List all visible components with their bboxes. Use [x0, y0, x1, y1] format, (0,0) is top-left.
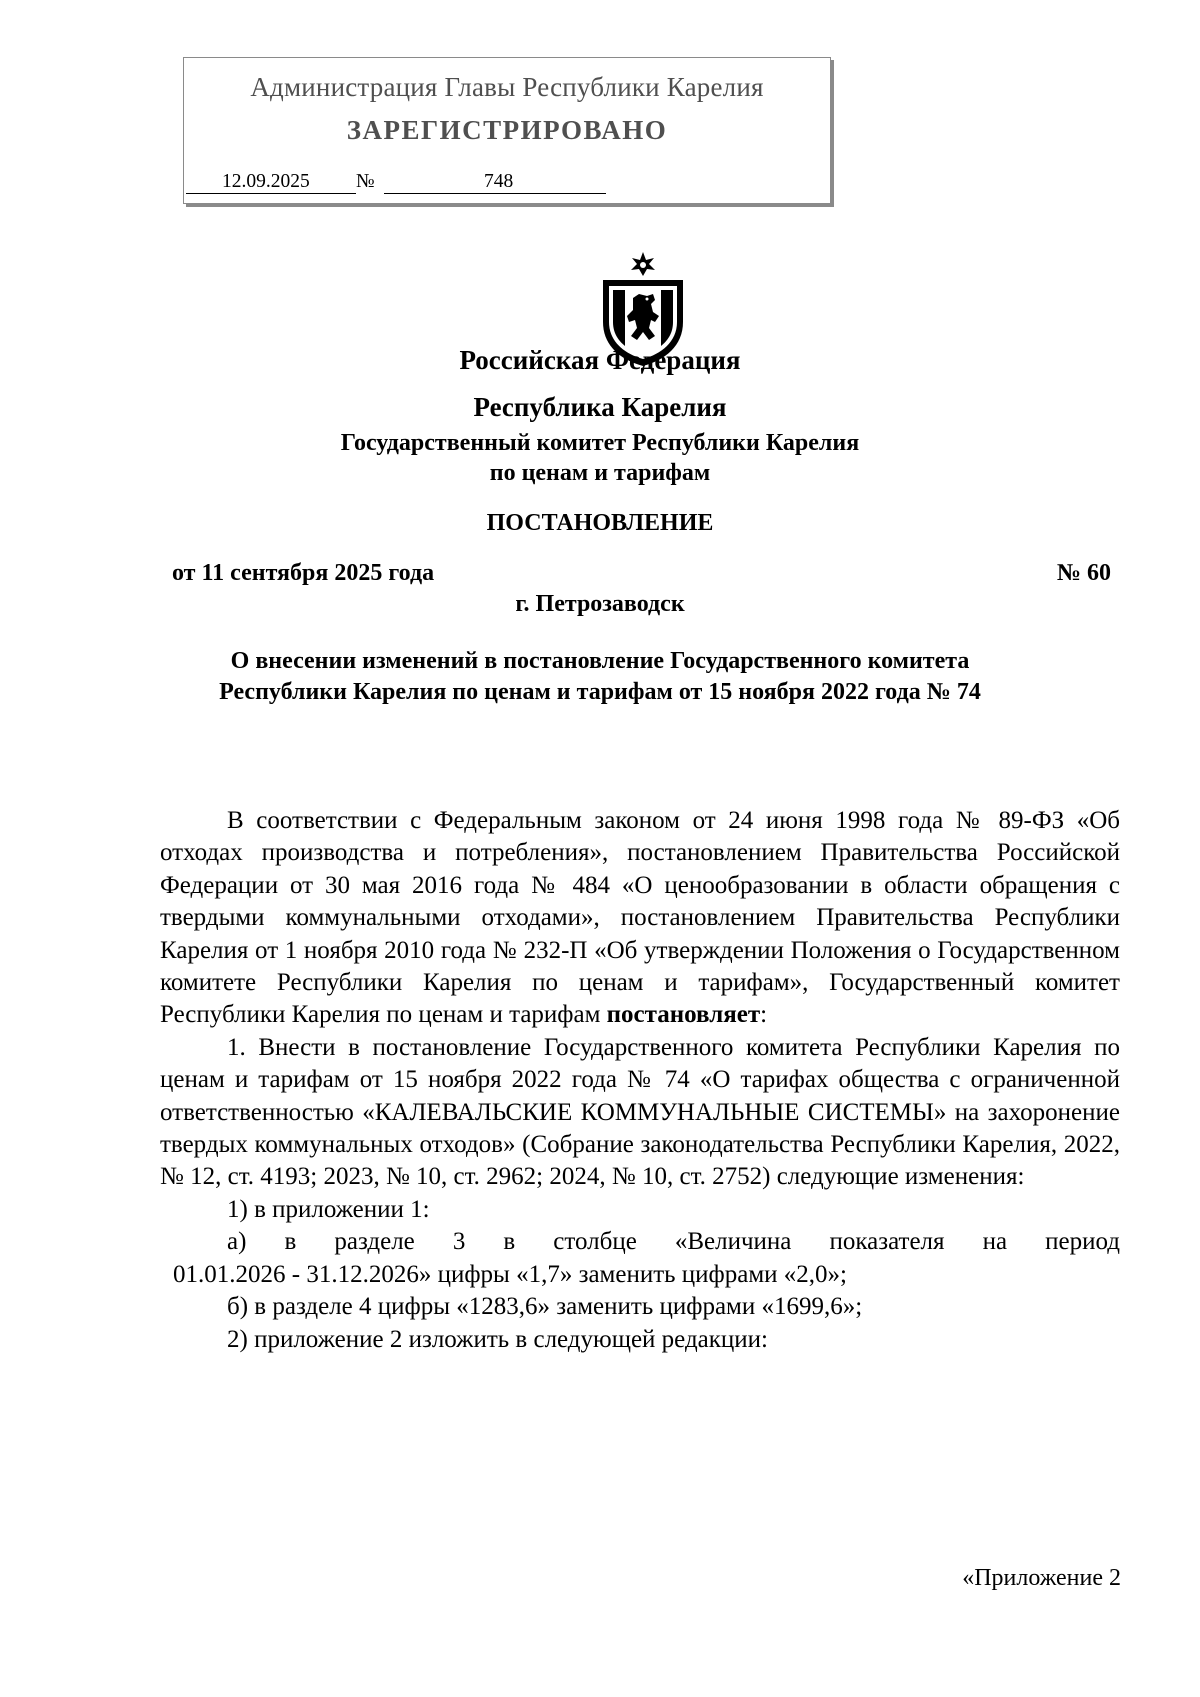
document-number: № 60 — [1056, 560, 1111, 586]
preamble-text: В соответствии с Федеральным законом от 24 июня 1998 года № 89-ФЗ «Об отходах производства и потребления», постановлением Правительства Российской Федерации от 30 мая 2016 года № 484 «О ценообразовании в области обращения с твердыми коммунальными отходами», постановлением Правительства Республики Карелия от 1 ноября 2010 года № 232-П «Об утверждении Положения о Государственном комитете Республики Карелия по ценам и тарифам», Государственный комитет Республики Карелия по ценам и тарифам — [160, 807, 1120, 1029]
preamble-paragraph — [160, 805, 1120, 1032]
preamble-end: : — [760, 1001, 768, 1029]
item-1: 1. Внести в постановление Государственного комитета Республики Карелия по ценам и тарифам от 15 ноября 2022 года № 74 «О тарифах общества с ограниченной ответственностью «КАЛЕВАЛЬСКИЕ КОММУНАЛЬНЫЕ СИСТЕМЫ» на захоронение твердых коммунальных отходов» (Собрание законодательства Республики Карелия, 2022, № 12, ст. 4193; 2023, № 10, ст. 2962; 2024, № 10, ст. 2752) следующие изменения: — [160, 1033, 1120, 1191]
document-date: от 11 сентября 2025 года — [172, 560, 435, 586]
item-1-1: 1) в приложении 1: — [227, 1195, 430, 1223]
republic-heading: Республика Карелия — [473, 392, 727, 422]
registration-date: 12.09.2025 — [186, 171, 356, 194]
committee-heading-line2: по ценам и тарифам — [489, 460, 711, 486]
item-1-2: 2) приложение 2 изложить в следующей редакции: — [227, 1325, 768, 1353]
registration-number-sign: № — [356, 171, 375, 192]
registration-number: 748 — [384, 171, 606, 194]
item-1-1-a-line1: а) в разделе 3 в столбце «Величина показателя на период — [227, 1228, 1120, 1256]
document-city: г. Петрозаводск — [515, 591, 685, 617]
document-title-line2: Республики Карелия по ценам и тарифам от 15 ноября 2022 года № 74 — [219, 679, 981, 705]
committee-heading-line1: Государственный комитет Республики Карелия — [340, 430, 860, 456]
stamp-organization: Администрация Главы Республики Карелия — [250, 72, 764, 102]
stamp-status: ЗАРЕГИСТРИРОВАНО — [346, 115, 668, 145]
annex-label: «Приложение 2 — [962, 1565, 1121, 1591]
document-body — [160, 805, 1120, 1356]
item-1-1-a-line2: 01.01.2026 - 31.12.2026» цифры «1,7» заменить цифрами «2,0»; — [173, 1260, 847, 1288]
country-heading: Российская Федерация — [459, 345, 741, 375]
preamble-emphasis: постановляет — [606, 1001, 761, 1029]
item-1-1-b: б) в разделе 4 цифры «1283,6» заменить цифрами «1699,6»; — [227, 1293, 863, 1321]
document-title-line1: О внесении изменений в постановление Государственного комитета — [230, 648, 970, 674]
document-type: ПОСТАНОВЛЕНИЕ — [486, 510, 714, 536]
